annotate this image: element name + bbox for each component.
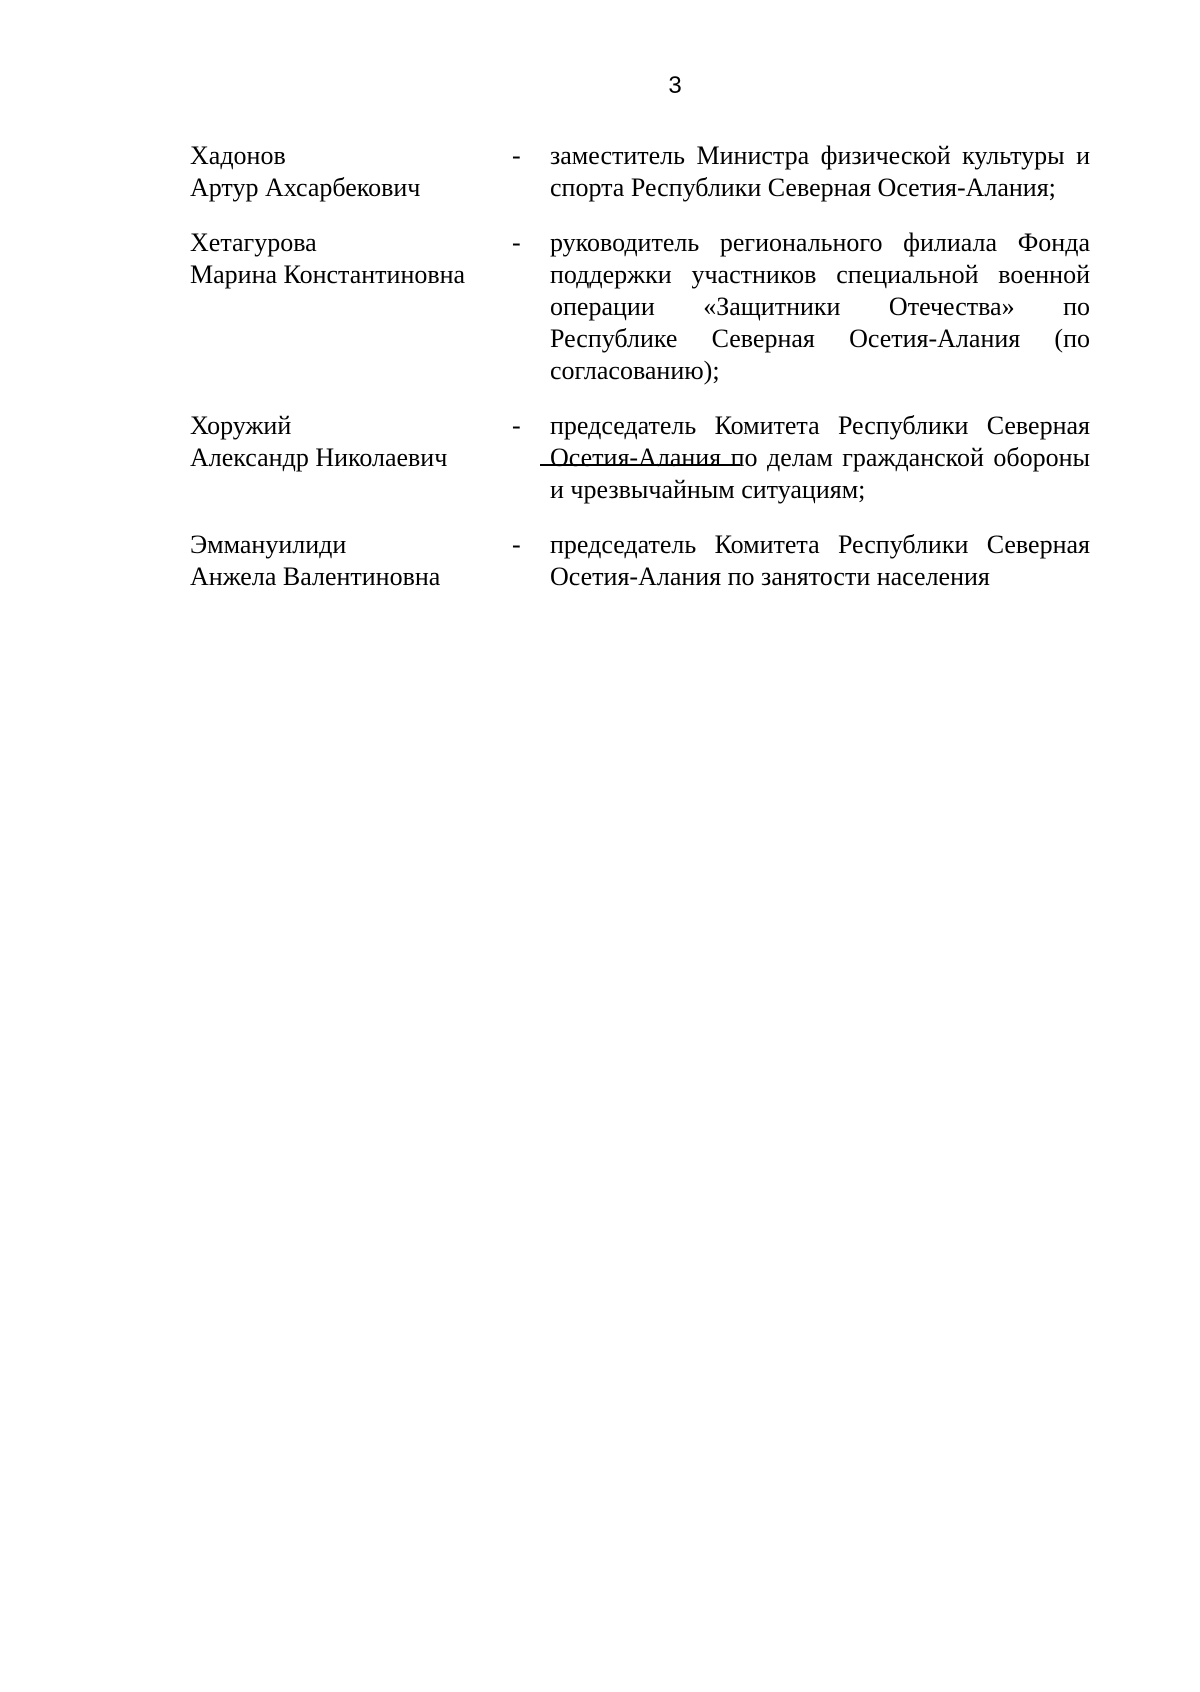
closing-rule xyxy=(540,464,740,466)
members-list xyxy=(190,140,1090,616)
member-entry-khetagurova xyxy=(190,227,1090,387)
member-name: Хетагурова Марина Константиновна xyxy=(190,228,466,289)
member-name: Хадонов Артур Ахсарбекович xyxy=(190,141,421,202)
member-entry-emmanuilidi xyxy=(190,529,1090,593)
member-position: заместитель Министра физической культуры и спорта Республики Северная Осетия-Алания; xyxy=(550,141,1090,202)
member-position: председатель Комитета Республики Северная Осетия-Алания по делам гражданской обороны и чрезвычайным ситуациям; xyxy=(550,411,1090,504)
page-number: 3 xyxy=(668,72,682,99)
member-name: Хоружий Александр Николаевич xyxy=(190,411,448,472)
member-position: руководитель регионального филиала Фонда поддержки участников специальной военной операции «Защитники Отечества» по Республике Северная Осетия-Алания (по согласованию); xyxy=(550,228,1090,385)
separator-dash: - xyxy=(512,141,521,170)
member-position: председатель Комитета Республики Северная Осетия-Алания по занятости населения xyxy=(550,530,1090,591)
member-entry-khoruzhiy xyxy=(190,410,1090,506)
separator-dash: - xyxy=(512,411,521,440)
member-entry-khadonov xyxy=(190,140,1090,204)
separator-dash: - xyxy=(512,530,521,559)
separator-dash: - xyxy=(512,228,521,257)
member-name: Эммануилиди Анжела Валентиновна xyxy=(190,530,441,591)
